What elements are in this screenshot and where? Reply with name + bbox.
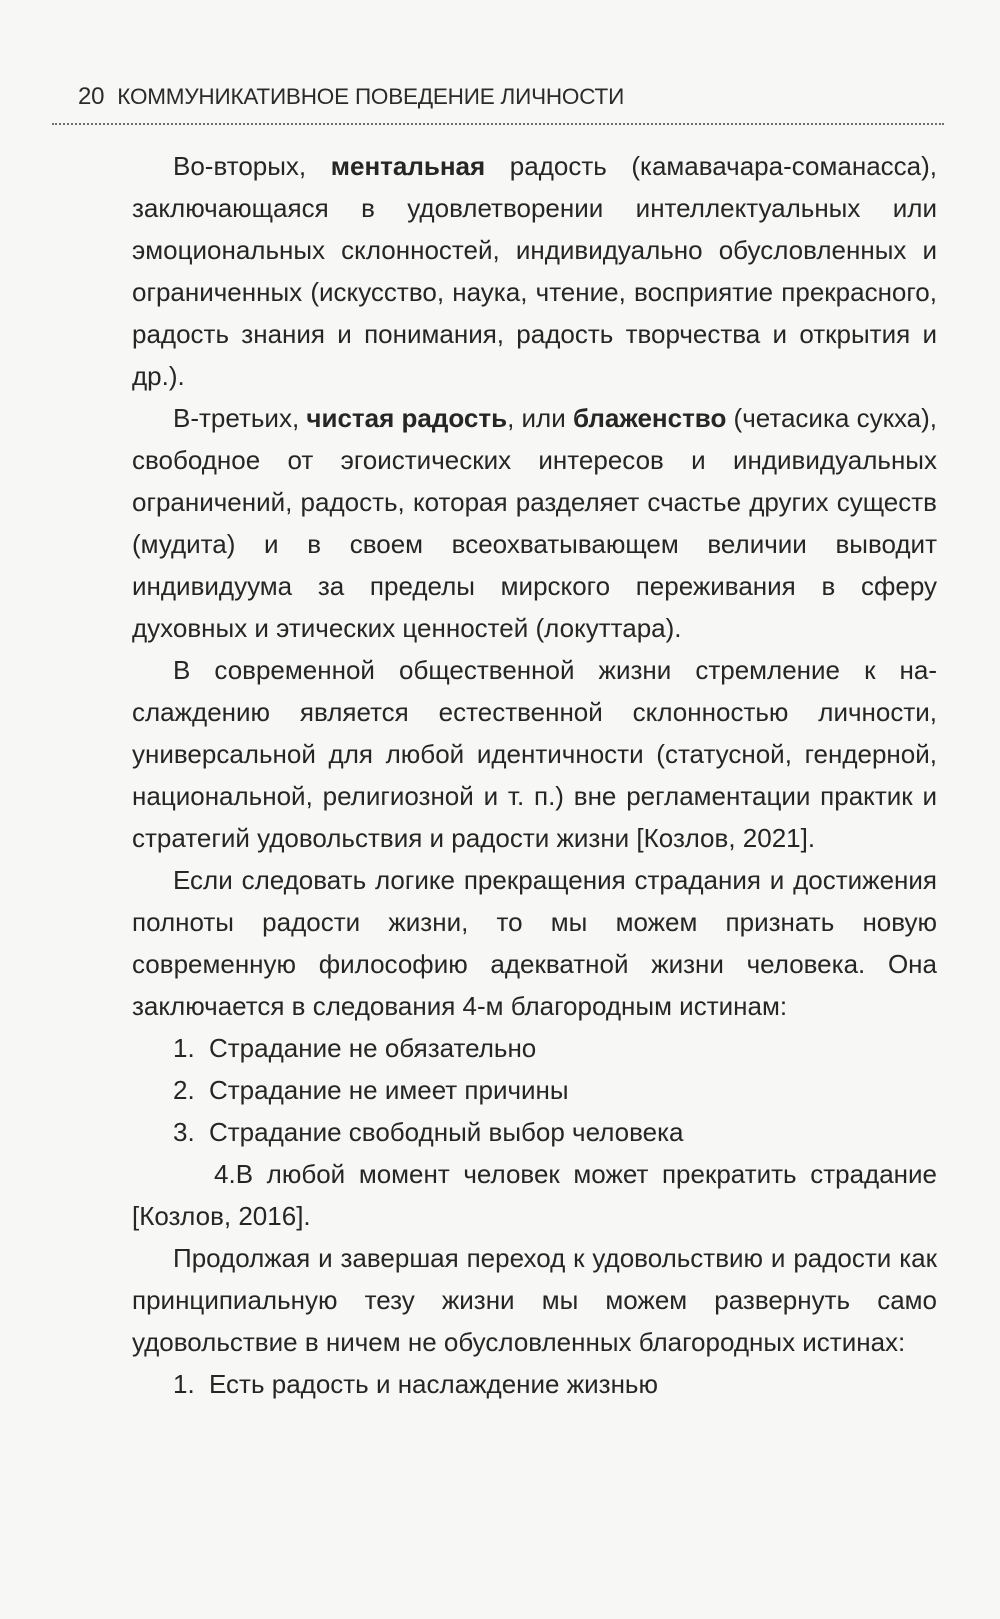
bold-term: чистая радость [306,403,508,433]
list-text: Страдание не обязательно [209,1033,537,1063]
list-text: В любой момент человек может прекратить страдание [Козлов, 2016]. [132,1159,937,1231]
paragraph-pure-joy [132,397,937,649]
running-head [78,83,940,123]
paragraph-text: радость (камавачара-соманасса), заключающаяся в удовлетворении интеллектуальных или эмоциональных склонностей, индивидуально обусловленных и ограниченных (искусство, наука, чтение, восприятие прекрасного, радость знания и понимания, радость творчества и открытия и др.). [132,151,938,391]
list-number: 1. [173,1033,195,1063]
bold-term: блаженство [572,403,727,433]
list-text: Есть радость и наслаждение жизнью [209,1369,658,1399]
list-number: 2. [173,1075,195,1105]
list-number: 1. [173,1369,195,1399]
bold-term: ментальная [330,151,486,181]
list-text: Страдание свободный выбор человека [209,1117,684,1147]
paragraph-text: Во-вторых, [173,151,331,181]
paragraph-text: , или [507,403,573,433]
paragraph-mental-joy [132,145,937,397]
running-title: КОММУНИКАТИВНОЕ ПОВЕДЕНИЕ ЛИЧНОСТИ [117,84,625,109]
header-dotted-rule [52,123,944,125]
list-item-truth [132,1153,937,1237]
paragraph-logic: Если следовать логике прекращения страдания и достижения полноты радости жизни, то мы можем признать новую современную философию адекватной жизни человека. Она заключается в следования 4-м благородным истинам: [132,865,937,1021]
paragraph-text: (четасика сукха), свободное от эгоистических интересов и индивидуальных ограничений, радость, которая разделяет счастье других существ (мудита) и в своем всеохватывающем величии выводит индивидуума за пределы мирского переживания в сферу духовных и этических ценностей (локуттара). [132,403,938,643]
paragraph-text: В-третьих, [173,403,307,433]
list-text: Страдание не имеет причины [209,1075,569,1105]
paragraph-continuation: Продолжая и завершая переход к удовольствию и радости как принципиальную тезу жизни мы можем развернуть само удовольствие в ничем не обусловленных благородных истинах: [132,1243,937,1357]
list-item-joy [132,1363,937,1405]
list-number: 4. [214,1159,236,1189]
list-item-truth [132,1027,937,1069]
body-text [132,145,937,1405]
list-item-truth [132,1069,937,1111]
page-number: 20 [78,83,105,110]
paragraph-modern-life: В современной общественной жизни стремление к наслаждению является естественной склонностью личности, универсальной для любой идентичности (статусной, гендерной, национальной, религиозной и т. п.) вне регламентации практик и стратегий удовольствия и радости жизни [Козлов, 2021]. [132,655,937,853]
list-item-truth [132,1111,937,1153]
list-number: 3. [173,1117,195,1147]
